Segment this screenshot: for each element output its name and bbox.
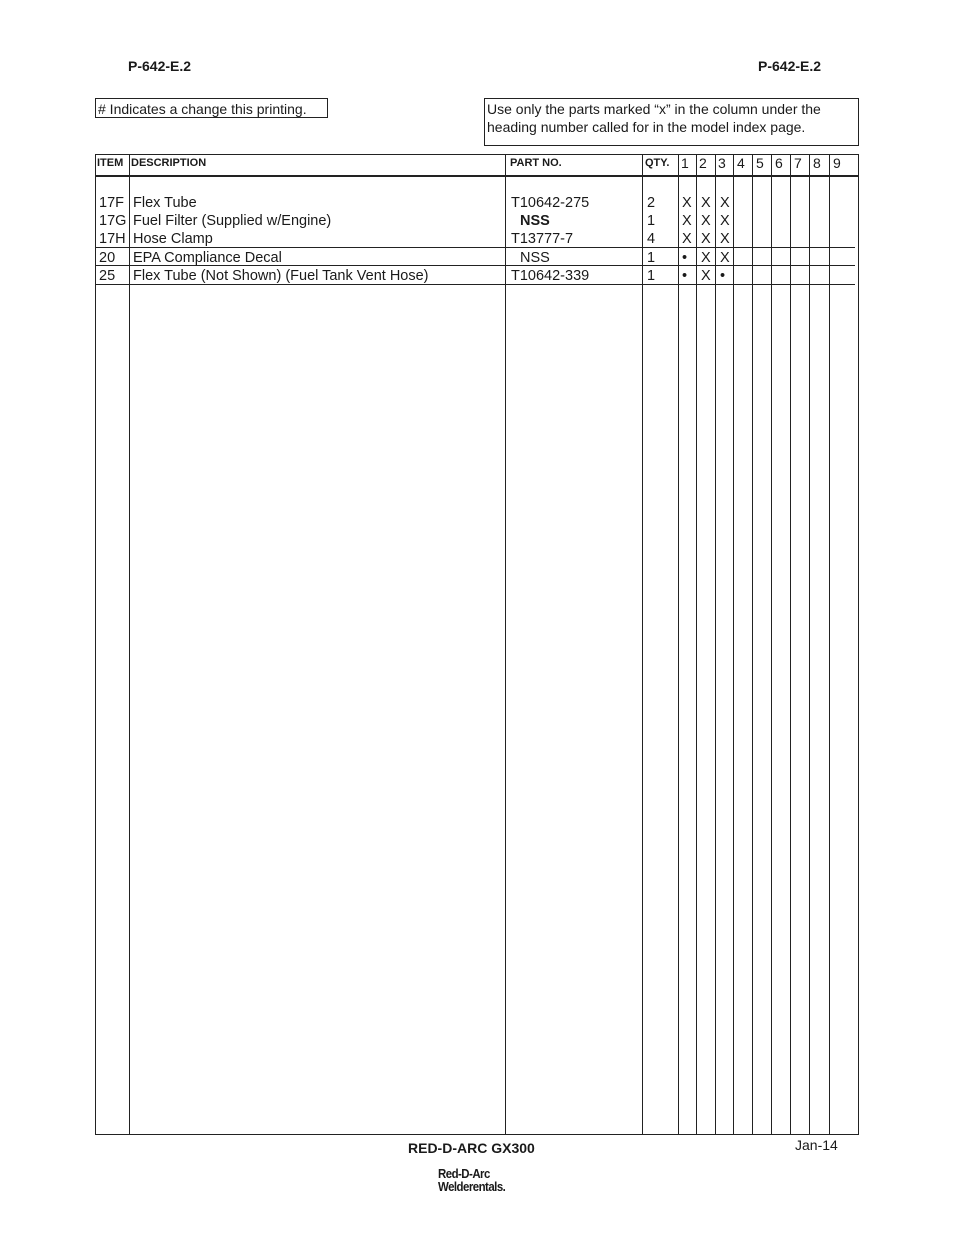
- model-mark: •: [720, 268, 726, 284]
- col-header-item: ITEM: [97, 157, 124, 169]
- column-divider: [642, 154, 643, 1134]
- column-divider: [733, 154, 734, 1134]
- col-header-model-9: 9: [833, 155, 841, 171]
- part-number: T10642-275: [511, 195, 590, 211]
- model-mark: X: [682, 195, 692, 211]
- item-description: Flex Tube: [133, 195, 197, 211]
- column-divider: [858, 154, 859, 1134]
- column-divider: [129, 154, 130, 1134]
- model-mark: X: [720, 250, 730, 266]
- item-number: 17G: [99, 213, 127, 229]
- column-divider: [829, 154, 830, 1134]
- item-number: 25: [99, 268, 116, 284]
- column-divider: [771, 154, 772, 1134]
- footer-model-title: RED-D-ARC GX300: [408, 1140, 535, 1156]
- red-d-arc-logo: [438, 1167, 528, 1193]
- part-number: T10642-339: [511, 268, 590, 284]
- model-mark: X: [701, 268, 711, 284]
- logo-line-2: Welderentals.: [438, 1179, 506, 1194]
- part-number: NSS: [520, 213, 550, 229]
- usage-note: Use only the parts marked “x” in the column under the heading number called for in the model index page.: [484, 98, 859, 146]
- model-mark: X: [701, 250, 711, 266]
- logo-line-1: Red-D-Arc: [438, 1166, 490, 1181]
- col-header-part-no: PART NO.: [510, 157, 562, 169]
- part-number: NSS: [520, 250, 550, 266]
- column-divider: [678, 154, 679, 1134]
- col-header-model-1: 1: [681, 155, 689, 171]
- model-mark: X: [720, 213, 730, 229]
- model-mark: X: [701, 231, 711, 247]
- item-description: EPA Compliance Decal: [133, 250, 282, 266]
- model-mark: X: [682, 213, 692, 229]
- col-header-model-8: 8: [813, 155, 821, 171]
- model-mark: X: [720, 195, 730, 211]
- column-divider: [696, 154, 697, 1134]
- column-divider: [715, 154, 716, 1134]
- column-divider: [95, 154, 96, 1134]
- model-mark: X: [701, 213, 711, 229]
- column-divider: [809, 154, 810, 1134]
- table-bottom-border: [95, 1134, 859, 1135]
- column-divider: [752, 154, 753, 1134]
- col-header-model-2: 2: [699, 155, 707, 171]
- part-number: T13777-7: [511, 231, 574, 247]
- quantity: 1: [647, 250, 656, 266]
- quantity: 2: [647, 195, 656, 211]
- column-divider: [790, 154, 791, 1134]
- col-header-model-4: 4: [737, 155, 745, 171]
- model-mark: •: [682, 250, 688, 266]
- model-mark: •: [682, 268, 688, 284]
- item-description: Hose Clamp: [133, 231, 213, 247]
- item-description: Flex Tube (Not Shown) (Fuel Tank Vent Hose): [133, 268, 429, 284]
- col-header-qty: QTY.: [645, 157, 670, 169]
- column-divider: [505, 154, 506, 1134]
- change-note: # Indicates a change this printing.: [95, 98, 328, 118]
- page-code-left: P-642-E.2: [128, 58, 192, 74]
- table-header-rule: [95, 175, 859, 177]
- model-mark: X: [701, 195, 711, 211]
- col-header-model-3: 3: [718, 155, 726, 171]
- quantity: 1: [647, 213, 656, 229]
- model-mark: X: [682, 231, 692, 247]
- col-header-model-5: 5: [756, 155, 764, 171]
- col-header-description: DESCRIPTION: [131, 157, 207, 169]
- quantity: 4: [647, 231, 656, 247]
- quantity: 1: [647, 268, 656, 284]
- item-number: 17H: [99, 231, 126, 247]
- footer-date: Jan-14: [795, 1137, 838, 1153]
- col-header-model-7: 7: [794, 155, 802, 171]
- item-number: 20: [99, 250, 116, 266]
- model-mark: X: [720, 231, 730, 247]
- item-description: Fuel Filter (Supplied w/Engine): [133, 213, 332, 229]
- col-header-model-6: 6: [775, 155, 783, 171]
- page-code-right: P-642-E.2: [758, 58, 822, 74]
- item-number: 17F: [99, 195, 124, 211]
